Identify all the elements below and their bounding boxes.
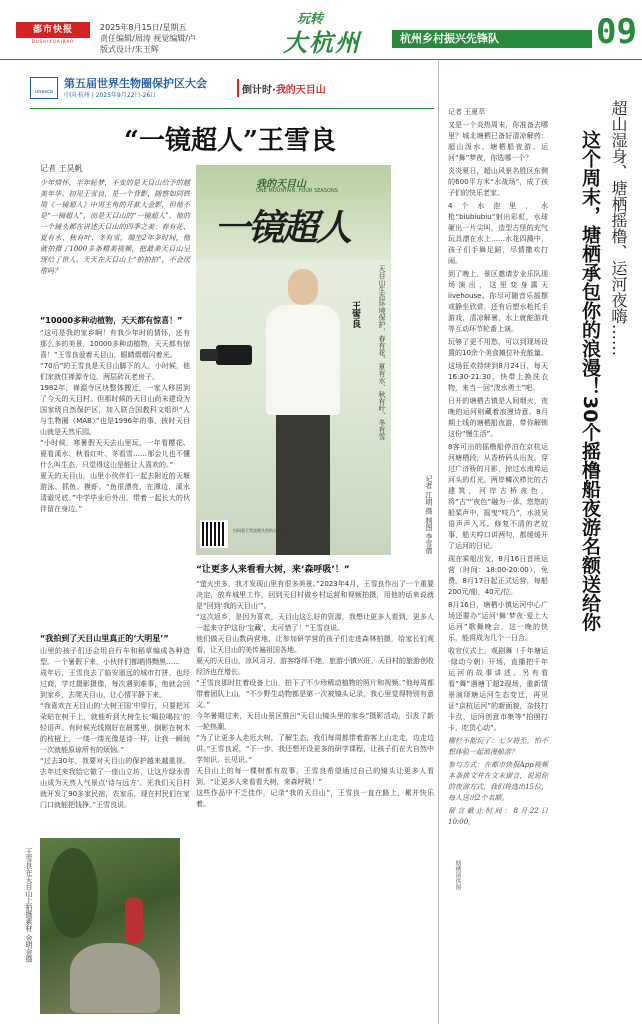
paragraph: 今年暑期过来，天目山景区推出“天目山镜头里的家乡”摄影活动，引发了新一轮热潮。 bbox=[196, 712, 434, 731]
poster-title: 一镜超人 bbox=[214, 207, 351, 249]
feature-poster bbox=[196, 165, 391, 555]
person-head bbox=[288, 269, 318, 305]
tip-paragraph: 留言截止时间：8月22日10:00。 bbox=[448, 807, 548, 826]
page-number: 09 bbox=[596, 12, 637, 52]
photographer-figure bbox=[125, 898, 143, 943]
section-bar: 杭州乡村振兴先锋队 bbox=[392, 30, 592, 48]
tip-paragraph: 栅栏不能玩了：七夕将至，怕不想体验一起浪漫船游？ bbox=[448, 737, 548, 756]
conference-title: 第五届世界生物圈保护区大会 bbox=[64, 77, 207, 90]
photo-caption: 王雪良在天目山上拍摄素材 金明金摄 bbox=[25, 848, 33, 963]
conference-banner bbox=[30, 75, 410, 101]
paragraph: “我喜欢在天目山的‘大树王国’中穿行，只要把耳朵贴在树干上，就能听到大树生长‘喝拉喝拉’的轻语声。有时候光线刚好在晨雾里，倒影在树木的枝桠上，一缕一缕光像是诗一样，让我一瞬间一次就能原谅所有的烦恼。” bbox=[40, 702, 190, 754]
paragraph: 他们做天目山数码营地，让参加研学营的孩子们走进森林拍摄，给家长们观看，让天目山的美传遍祖国各地。 bbox=[196, 635, 434, 654]
rock-shape bbox=[70, 943, 160, 1013]
subheading: “我拍到了天目山里真正的‘大明星’” bbox=[40, 634, 169, 643]
subheading: “10000多种动植物，天天都有惊喜！” bbox=[40, 316, 183, 325]
paragraph: 4个水泡里，水枪“biubiubiu”射出彩虹，水球砸出一片尖叫，造型古怪的充气玩具漂在水上……水花四溅中，孩子们手舞足蹈，尽情撒欢打闹。 bbox=[448, 202, 548, 265]
paragraph: “小时候，寒暑假天天去山里玩，一年看樱花、夏看溪水、秋看红叶、冬看雪……那会儿也不懂什么叫生态，只觉得这山是能让人喜欢的。” bbox=[40, 439, 190, 469]
article-column-2 bbox=[196, 565, 434, 810]
paragraph: “70后”的王雪良是天目山脚下的人，小时候，他们家就住禅源寺边，两层砖瓦老房子。 bbox=[40, 362, 190, 381]
qr-caption: 扫码看王雪良镜头里的天目山 bbox=[233, 528, 285, 533]
paragraph: 又是一个炎热周末，你准备去哪里？城北塘栖已备好清凉解药：超山泼水、塘栖船夜游、运河“舞”梦夜，你选哪一个？ bbox=[448, 121, 548, 162]
paragraph: “王雪良那时扛着设备上山，拍下了不少珍稀动植物的照片和视频。”他每周都带着团队上山，“不少野生动物都是第一次被镜头记录，我心里觉得特别有意义。” bbox=[196, 679, 434, 709]
camera-lens-icon bbox=[200, 349, 218, 361]
paragraph: 到了晚上，景区邀请专业乐队现场演出，这里变身露天livehouse。你尽可随音乐摇摆或静坐欣赏，还有后塑水枪托手游戏，清凉解暑，水上就能游戏等互动环节轮番上演。 bbox=[448, 270, 548, 333]
poster-name: 王雪良 bbox=[350, 301, 360, 328]
countdown-prefix: 倒计时· bbox=[242, 85, 276, 96]
newspaper-logo: 都市快报 bbox=[16, 22, 90, 38]
paragraph: 日开的塘栖古镇是人间烟火，夜晚的运河则藏着浪漫诗意。8月期上线的塘栖船夜游，带你解锁这份“慢生活”。 bbox=[448, 397, 548, 438]
editor-line: 责任编辑/周涛 视觉编辑/卢 bbox=[100, 34, 196, 43]
right-byline: 记者 王夏萃 bbox=[448, 108, 486, 116]
conference-subtitle: 中国·杭州 | 2025年9月22日-26日 bbox=[64, 92, 157, 99]
tree-shape bbox=[48, 848, 98, 938]
paragraph: “这次返乡，是因为喜欢，天目山这么好的资源，我想让更多人看到，更多人一起来守护这份‘宝藏’，太可惜了！”王雪良说。 bbox=[196, 613, 434, 632]
article-column-1b bbox=[40, 630, 190, 811]
person-body bbox=[266, 305, 340, 415]
paragraph: 玩够了更不用愁，可以到现场设置的10余个美食摊位补充能量。 bbox=[448, 338, 548, 357]
section-logo bbox=[283, 8, 383, 57]
countdown-tag bbox=[242, 81, 326, 96]
lead-paragraph: 少年情怀，半年轮梦，不变的是天目山给予的越美年华。初见王雪良，是一个背影，随察如同铁境《一镜超人》中男主角的开款大金影，但他不是“一镜超人”，而是天目山的“一镜超人”。他的一个镜头都在讲述天目山的四季之美：春有花、夏有水、秋有叶、冬有雪，端坐2年多时间，他就拍摄了1000多条精美视频，把最美天目山呈现给了世人。天天在天目山上“拍拍拍”，不会厌倦吗？ bbox=[40, 179, 190, 275]
section-logo-large: 大杭州 bbox=[283, 29, 361, 57]
issue-date: 2025年8月15日/星期五 bbox=[100, 23, 187, 32]
poster-kicker-sub: ONE MOUNTAIN, FOUR SEASONS bbox=[256, 188, 338, 194]
poster-vertical-text: 天目山生态环境保护，春有花、夏有水、秋有叶、冬有雪 bbox=[378, 265, 386, 440]
qr-code-icon[interactable] bbox=[200, 520, 228, 548]
right-photo-credit: 塘栖镇供图 bbox=[454, 860, 461, 890]
camera-icon bbox=[216, 345, 252, 365]
right-article-column bbox=[448, 120, 548, 830]
section-logo-small: 玩转 bbox=[297, 12, 324, 27]
masthead-meta bbox=[100, 22, 280, 55]
person-legs bbox=[276, 415, 330, 555]
countdown-label: 我的天目山 bbox=[275, 85, 326, 96]
paragraph: 夏天的天目山，凉风习习，游客络绎不绝，旅游小镇兴旺，天目村的旅游创收经济也在增长。 bbox=[196, 657, 434, 676]
bottom-photo bbox=[40, 838, 180, 1014]
paragraph: 现在乘船出发，8月16日首班运营（时间：18:00-20:00），免费。8月17日起正式运营，每船200元/船，40元/位。 bbox=[448, 555, 548, 596]
paragraph: 这些作品中不乏佳作，记录“我的天目山”，王雪良一直在路上，累并快乐着。 bbox=[196, 789, 434, 808]
paragraph: 收官仪式上，观剧舞（千年塘运·绿动今朝）开场，直播把千年运河的故事讲述。另有看看“舞”遇塘丁超2现场，重新情景演绎塘运河生态变迁，再见证“京杭运河”的新面貌，杂技打卡点、运河创意市集等“拍照打卡、吃货心动”。 bbox=[448, 647, 548, 732]
masthead bbox=[0, 0, 642, 60]
paragraph: 成年后，王雪良去了临安遥远的城市打拼，也经过商，学过摄影摄像，每次遇到难事，他就会回到家乡，去爬天目山，让心情平静下来。 bbox=[40, 669, 190, 699]
right-headline: 这个周末，塘栖承包你的浪漫！30个摇橹船夜游名额送给你 bbox=[579, 130, 601, 632]
subheading: “让更多人来看看大树，来‘森呼吸’！” bbox=[196, 565, 350, 575]
unesco-logo-icon: unesco bbox=[30, 77, 58, 99]
right-headline-block bbox=[563, 100, 635, 710]
article-column-1 bbox=[40, 312, 190, 515]
paragraph: 天目山上的每一棵树都有故事，王雪良希望通过自己的镜头让更多人看到，“让更多人来看看大树，来森呼吸！” bbox=[196, 767, 434, 786]
paragraph: “过去30年，我要对天目山的保护越来越重视。去年过来我给它做了一座山立坊，让这片绿水青山成为天然人气景点‘诗与远方’。光我们天目村就开发了90多家民宿，农家乐，现在村民们在家门口就能把钱挣。”王雪良说。 bbox=[40, 757, 190, 809]
rule-line bbox=[30, 108, 434, 109]
paragraph: 8客可出的摇橹船停泊在京杭运河塘栖段，从香桥码头出发，穿过广济桥的月影，掠过水南埠运河头的灯光，两岸鳞次栉比的古建筑，河岸古桥夜色，将“古”“夜色”融为一体。悠悠的船桨声中，摇曳“吱乃”，水波吴语声声入耳。修复不清的老故事，船夫哼口讲两句，都缓缓开了运河的日记。 bbox=[448, 443, 548, 550]
paragraph: 夏天的天目山，山里小伙伴们一起去附近的天堰游泳、抓鱼、摸虾。“鱼很漂亮，在潭边，溪水清澈见底。”中学毕业后外出，带着一起长大的伙伴留在身边。” bbox=[40, 472, 190, 513]
paragraph: 炎炎夏日，超山风景名胜区东侧的600平方米“水战场”，成了孩子们的快乐老家。 bbox=[448, 167, 548, 197]
tip-paragraph: 参与方式：在都市快报App视频本条推文并在文末留言，说说你的夜游方式，我们将选出15位，每人送出2个名额。 bbox=[448, 761, 548, 802]
newspaper-logo-sub: DUSHIKUAIBAO bbox=[31, 39, 75, 44]
paragraph: “这可是我的家乡啊！有我少年时的情怀，还有那么多的美景，10000多种动植物，天天都有惊喜！”王雪良爱着天目山，眼睛熠熠闪着光。 bbox=[40, 329, 190, 359]
proof-line: 版式设计/朱玉辉 bbox=[100, 45, 159, 54]
paragraph: 1982年，禅源寺区块整体搬迁，一家人移居到了今天的天目村。但那时候的天目山尚未建设为国家级自然保护区，加入联合国教科文组织“人与生物圈（MAB）”也是1996年的事，彼时天目山就是天然乐园。 bbox=[40, 384, 190, 436]
conference-divider bbox=[237, 79, 239, 97]
right-kicker: 超山湿身、塘栖摇橹、运河夜嗨…… bbox=[609, 100, 628, 356]
paragraph: “为了让更多人走近大树，了解生态，我们每周都带着游客上山走走，边走边讲。”王雪良说，“下一步，我还想开设更多的研学课程，让孩子们在大自然中学知识、长见识。” bbox=[196, 734, 434, 764]
byline: 记者 王昊帆 bbox=[40, 164, 83, 173]
photo-credit: 记者 江明 摄 制图 李雪倩 bbox=[425, 475, 433, 554]
paragraph: “萤火虫多，我才发现山里有很多美景。”2023年4月，王雪良作出了一个重要决定，放弃城里工作，回到天目村做乡村运营和视频拍摄，用他的话来说就是“回到‘我的天目山’”。 bbox=[196, 580, 434, 610]
paragraph: 这场狂欢持续到8月24日，每天16:30-21:30，快带上换洗衣物，来当一回“泼水勇士”吧。 bbox=[448, 362, 548, 392]
column-divider bbox=[438, 60, 439, 1024]
paragraph: 8月16日，塘栖小镇运河中心广场还要办“运河‘舞’梦夜·爱上大运河”歌舞晚会，这一晚的快乐，能将成为几个一日合。 bbox=[448, 601, 548, 642]
paragraph: 山里的孩子们还会用自行车和稻草编成各种造型。一个暑假下来，小伙伴们都晒得黝黑…… bbox=[40, 647, 190, 666]
headline: “一镜超人”王雪良 bbox=[124, 126, 336, 156]
poster-kicker: 我的天目山 bbox=[256, 179, 306, 190]
